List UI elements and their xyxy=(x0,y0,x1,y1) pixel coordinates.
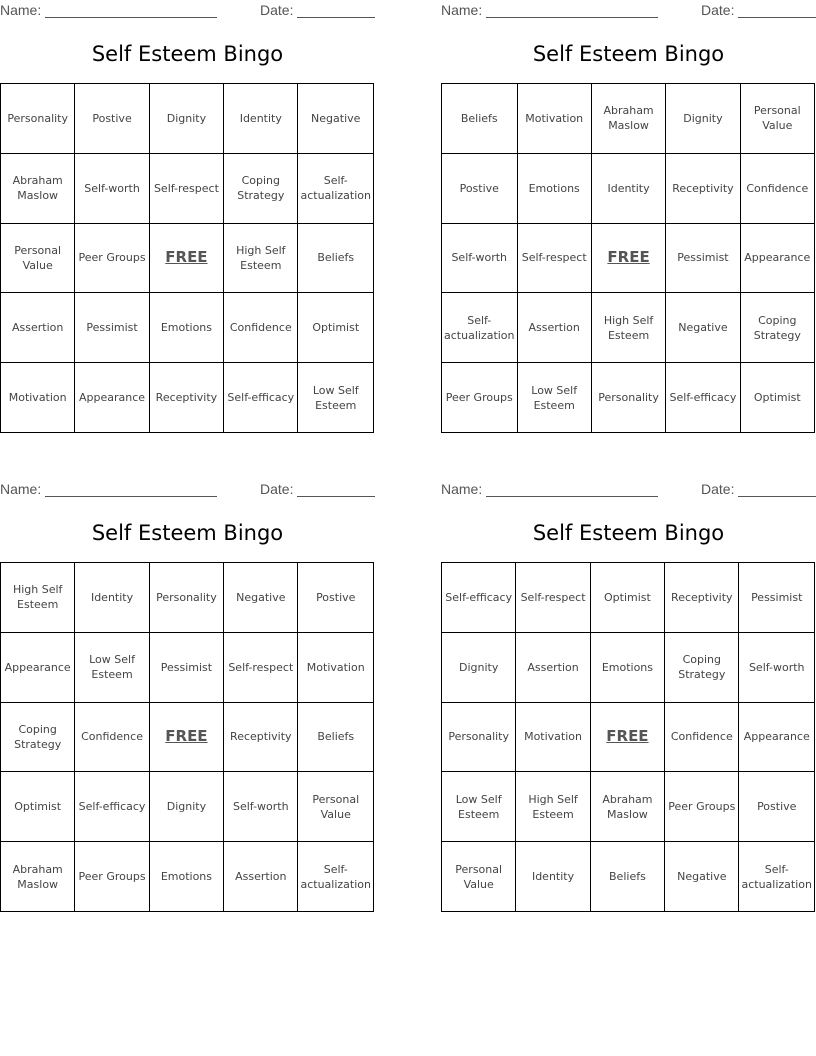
bingo-cell: Assertion xyxy=(224,842,298,912)
bingo-cell: Postive xyxy=(75,84,149,154)
bingo-cell: Motivation xyxy=(516,703,590,773)
bingo-cell: Optimist xyxy=(741,363,815,433)
bingo-cell: Optimist xyxy=(298,293,374,363)
name-label: Name: xyxy=(0,481,42,497)
bingo-cell: Appearance xyxy=(739,703,815,773)
date-line xyxy=(738,17,816,18)
name-line xyxy=(486,17,658,18)
bingo-cell: Optimist xyxy=(1,772,75,842)
bingo-cell: Dignity xyxy=(150,772,224,842)
name-label: Name: xyxy=(441,2,483,18)
bingo-cell: Peer Groups xyxy=(75,842,149,912)
bingo-cell: Self-worth xyxy=(739,633,815,703)
bingo-cell: Confidence xyxy=(224,293,298,363)
bingo-cell: High Self Esteem xyxy=(224,224,298,294)
bingo-cell: Postive xyxy=(739,772,815,842)
card-title: Self Esteem Bingo xyxy=(91,42,284,66)
date-line xyxy=(738,496,816,497)
bingo-grid xyxy=(0,562,374,912)
bingo-cell: Self-actualization xyxy=(298,842,374,912)
bingo-cell: Abraham Maslow xyxy=(1,842,75,912)
name-label: Name: xyxy=(441,481,483,497)
bingo-grid xyxy=(0,83,374,433)
bingo-cell: Emotions xyxy=(150,842,224,912)
bingo-cell: Low Self Esteem xyxy=(75,633,149,703)
bingo-cell: Negative xyxy=(224,563,298,633)
bingo-cell: Self-efficacy xyxy=(442,563,516,633)
bingo-cell: Beliefs xyxy=(298,703,374,773)
bingo-cell: Low Self Esteem xyxy=(298,363,374,433)
date-label: Date: xyxy=(701,481,735,497)
bingo-cell: Personal Value xyxy=(298,772,374,842)
date-label: Date: xyxy=(701,2,735,18)
bingo-cell: Abraham Maslow xyxy=(1,154,75,224)
bingo-cell: Dignity xyxy=(666,84,740,154)
bingo-cell: Self-respect xyxy=(516,563,590,633)
bingo-cell: Self-respect xyxy=(518,224,592,294)
card-header xyxy=(441,0,816,20)
date-label: Date: xyxy=(260,481,294,497)
bingo-cell: Optimist xyxy=(591,563,665,633)
bingo-cell: Negative xyxy=(298,84,374,154)
bingo-cell: Emotions xyxy=(518,154,592,224)
card-header xyxy=(441,479,816,499)
bingo-cell: Coping Strategy xyxy=(741,293,815,363)
bingo-cell: Personality xyxy=(442,703,516,773)
bingo-cell: Peer Groups xyxy=(75,224,149,294)
bingo-cell: Self-efficacy xyxy=(224,363,298,433)
bingo-cell: Self-actualization xyxy=(739,842,815,912)
bingo-cell: Self-efficacy xyxy=(666,363,740,433)
bingo-cell: Confidence xyxy=(665,703,739,773)
bingo-cell: Emotions xyxy=(150,293,224,363)
bingo-cell: Abraham Maslow xyxy=(591,772,665,842)
bingo-cell: Receptivity xyxy=(224,703,298,773)
bingo-cell: Self-respect xyxy=(150,154,224,224)
bingo-cell: Motivation xyxy=(298,633,374,703)
bingo-cell: Beliefs xyxy=(591,842,665,912)
bingo-cell: Identity xyxy=(75,563,149,633)
bingo-cell: Emotions xyxy=(591,633,665,703)
bingo-cell: Confidence xyxy=(75,703,149,773)
bingo-cell: Self-actualization xyxy=(298,154,374,224)
bingo-cell: High Self Esteem xyxy=(592,293,666,363)
bingo-cell: Peer Groups xyxy=(442,363,518,433)
bingo-cell: Postive xyxy=(298,563,374,633)
bingo-cell: Dignity xyxy=(442,633,516,703)
name-line xyxy=(45,496,217,497)
bingo-cell: Appearance xyxy=(75,363,149,433)
bingo-cell: Dignity xyxy=(150,84,224,154)
bingo-grid xyxy=(441,83,815,433)
bingo-cell: Peer Groups xyxy=(665,772,739,842)
bingo-cell: Pessimist xyxy=(75,293,149,363)
bingo-cell: Motivation xyxy=(518,84,592,154)
bingo-cell: Coping Strategy xyxy=(665,633,739,703)
free-space-cell: FREE xyxy=(150,224,224,294)
date-line xyxy=(297,496,375,497)
bingo-cell: Beliefs xyxy=(442,84,518,154)
card-title: Self Esteem Bingo xyxy=(532,42,725,66)
free-space-cell: FREE xyxy=(592,224,666,294)
bingo-cell: Receptivity xyxy=(666,154,740,224)
bingo-cell: Receptivity xyxy=(150,363,224,433)
bingo-cell: Abraham Maslow xyxy=(592,84,666,154)
bingo-cell: Assertion xyxy=(1,293,75,363)
bingo-cell: Self-worth xyxy=(75,154,149,224)
card-title: Self Esteem Bingo xyxy=(91,521,284,545)
bingo-cell: Identity xyxy=(592,154,666,224)
card-header xyxy=(0,479,375,499)
bingo-cell: Self-actualization xyxy=(442,293,518,363)
bingo-grid xyxy=(441,562,815,912)
name-label: Name: xyxy=(0,2,42,18)
bingo-cell: Identity xyxy=(224,84,298,154)
free-space-cell: FREE xyxy=(591,703,665,773)
bingo-cell: Self-respect xyxy=(224,633,298,703)
bingo-cell: Negative xyxy=(666,293,740,363)
name-line xyxy=(486,496,658,497)
bingo-cell: Low Self Esteem xyxy=(442,772,516,842)
bingo-cell: Assertion xyxy=(516,633,590,703)
bingo-cell: Coping Strategy xyxy=(224,154,298,224)
bingo-cell: High Self Esteem xyxy=(516,772,590,842)
bingo-cell: Pessimist xyxy=(666,224,740,294)
date-label: Date: xyxy=(260,2,294,18)
bingo-cell: High Self Esteem xyxy=(1,563,75,633)
bingo-cell: Personal Value xyxy=(741,84,815,154)
bingo-cell: Personal Value xyxy=(442,842,516,912)
bingo-cell: Low Self Esteem xyxy=(518,363,592,433)
date-line xyxy=(297,17,375,18)
bingo-cell: Self-worth xyxy=(224,772,298,842)
bingo-cell: Coping Strategy xyxy=(1,703,75,773)
bingo-cell: Assertion xyxy=(518,293,592,363)
bingo-cell: Appearance xyxy=(1,633,75,703)
bingo-cell: Motivation xyxy=(1,363,75,433)
free-space-cell: FREE xyxy=(150,703,224,773)
bingo-cell: Identity xyxy=(516,842,590,912)
bingo-cell: Appearance xyxy=(741,224,815,294)
bingo-cell: Personal Value xyxy=(1,224,75,294)
bingo-cell: Self-efficacy xyxy=(75,772,149,842)
bingo-cell: Pessimist xyxy=(739,563,815,633)
card-title: Self Esteem Bingo xyxy=(532,521,725,545)
bingo-cell: Self-worth xyxy=(442,224,518,294)
name-line xyxy=(45,17,217,18)
bingo-cell: Receptivity xyxy=(665,563,739,633)
bingo-cell: Personality xyxy=(1,84,75,154)
bingo-cell: Pessimist xyxy=(150,633,224,703)
bingo-cell: Personality xyxy=(592,363,666,433)
bingo-cell: Negative xyxy=(665,842,739,912)
bingo-cell: Postive xyxy=(442,154,518,224)
bingo-cell: Confidence xyxy=(741,154,815,224)
card-header xyxy=(0,0,375,20)
bingo-cell: Personality xyxy=(150,563,224,633)
bingo-cell: Beliefs xyxy=(298,224,374,294)
